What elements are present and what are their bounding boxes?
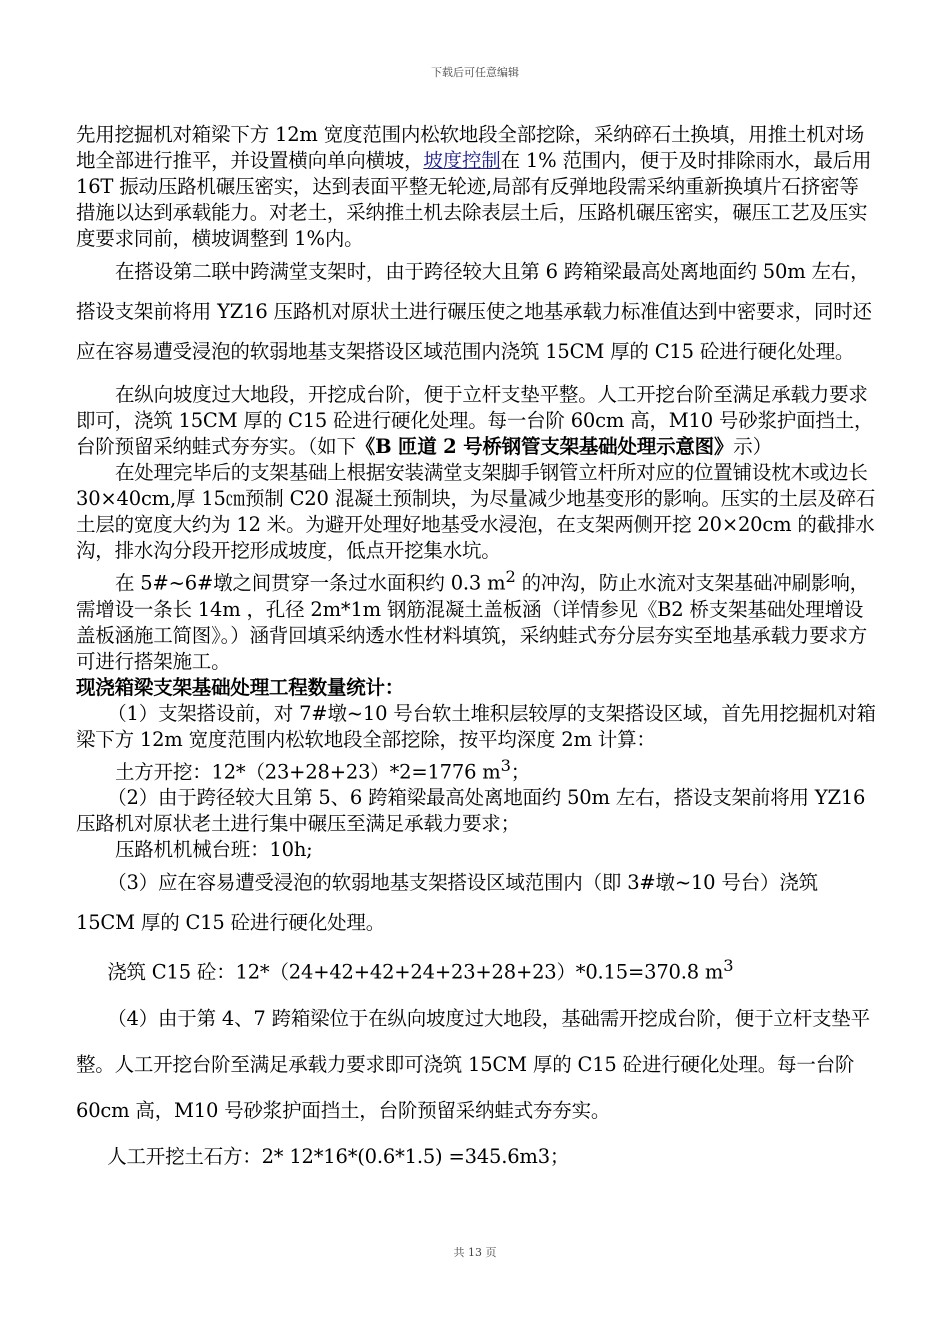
superscript-2: 2 [505,567,516,586]
document-body [76,122,876,1170]
paragraph-5-text-b: 的冲沟，防止水流对支架基础冲刷影响，需增设一条长 14m ，孔径 2m*1m 钢筋混凝土盖板涵（详情参见《B2 桥支架基础处理增设盖板涵施工简图》。）涵背回填采纳透水性材料填筑，采纳蛙式夯分层夯实至地基承载力要求方可进行搭架施工。 [76,571,869,673]
paragraph-1 [76,122,876,252]
item-2-calc: 压路机机械台班：10h; [115,838,313,861]
item-3: （3）应在容易遭受浸泡的软弱地基支架搭设区域范围内（即 3#墩~10 号台）浇筑 15CM 厚的 C15 砼进行硬化处理。 [76,871,818,934]
item-3-calc [76,953,876,986]
paragraph-4: 在处理完毕后的支架基础上根据安装满堂支架脚手钢管立杆所对应的位置铺设枕木或边长 30×40cm,厚 15㎝预制 C20 混凝土预制块，为尽量减少地基变形的影响。压实的土层及碎石土层的宽度大约为 12 米。为避开处理好地基受水浸泡，在支架两侧开挖 20×20cm 的截排水沟，排水沟分段开挖形成坡度，低点开挖集水坑。 [76,461,876,562]
item-1-calc [76,753,876,786]
paragraph-3-text-a: 在纵向坡度过大地段，开挖成台阶，便于立杆支垫平整。人工开挖台阶至满足承载力要求即可，浇筑 15CM 厚的 C15 砼进行硬化处理。每一台阶 60cm 高，M10 号砂浆护面挡土，台阶预留采纳蛙式夯夯实。（如下 [76,383,874,458]
paragraph-5-text-a: 在 5#~6#墩之间贯穿一条过水面积约 0.3 m [115,571,506,595]
paragraph-2: 在搭设第二联中跨满堂支架时，由于跨径较大且第 6 跨箱梁最高处离地面约 50m 左右，搭设支架前将用 YZ16 压路机对原状土进行碾压使之地基承载力标准值达到中密要求，同时还应在容易遭受浸泡的软弱地基支架搭设区域范围内浇筑 15CM 厚的 C15 砼进行硬化处理。 [76,260,872,363]
item-1-calc-text: 土方开挖：12*（23+28+23）*2=1776 m [115,760,501,783]
figure-reference: 《B 匝道 2 号桥钢管支架基础处理示意图》 [355,435,734,458]
page-footer: 共 13 页 [453,1246,497,1259]
paragraph-1-text-a: 先用挖掘机对箱梁下方 12m 宽度范围内松软地段全部挖除，采纳碎石土换填，用推土机对场地全部进行推平，并设置横向单向横坡， [76,123,865,172]
section-heading: 现浇箱梁支架基础处理工程数量统计： [76,675,405,699]
item-1-calc-end: ； [510,760,531,783]
paragraph-3 [76,382,876,460]
superscript-3: 3 [500,755,511,775]
superscript-3b: 3 [723,956,734,975]
paragraph-1-text-b: 在 1% 范围内，便于及时排除雨水，最后用 16T 振动压路机碾压密实，达到表面平整无轮迹,局部有反弹地段需采纳重新换填片石挤密等措施以达到承载能力。对老土，采纳推土机去除表层土后，压路机碾压密实，碾压工艺及压实度要求同前，横坡调整到 1%内。 [76,149,872,250]
item-4-calc: 人工开挖土石方：2* 12*16*(0.6*1.5) =345.6m3； [107,1144,570,1168]
item-4: （4）由于第 4、7 跨箱梁位于在纵向坡度过大地段，基础需开挖成台阶，便于立杆支垫平整。人工开挖台阶至满足承载力要求即可浇筑 15CM 厚的 C15 砼进行硬化处理。每一台阶 60cm 高，M10 号砂浆护面挡土，台阶预留采纳蛙式夯夯实。 [76,1006,870,1122]
page-header: 下载后可任意编辑 [431,66,519,79]
slope-control-link[interactable]: 坡度控制 [423,149,501,172]
paragraph-5 [76,564,876,675]
item-1: （1）支架搭设前，对 7#墩~10 号台软土堆积层较厚的支架搭设区域，首先用挖掘机对箱梁下方 12m 宽度范围内松软地段全部挖除，按平均深度 2m 计算： [76,701,876,751]
paragraph-3-text-b: 示） [733,435,772,458]
item-3-calc-text: 浇筑 C15 砼：12*（24+42+42+24+23+28+23）*0.15=370.8 m [107,960,724,984]
item-2: （2）由于跨径较大且第 5、6 跨箱梁最高处离地面约 50m 左右，搭设支架前将用 YZ16 压路机对原状老土进行集中碾压至满足承载力要求； [76,786,866,835]
